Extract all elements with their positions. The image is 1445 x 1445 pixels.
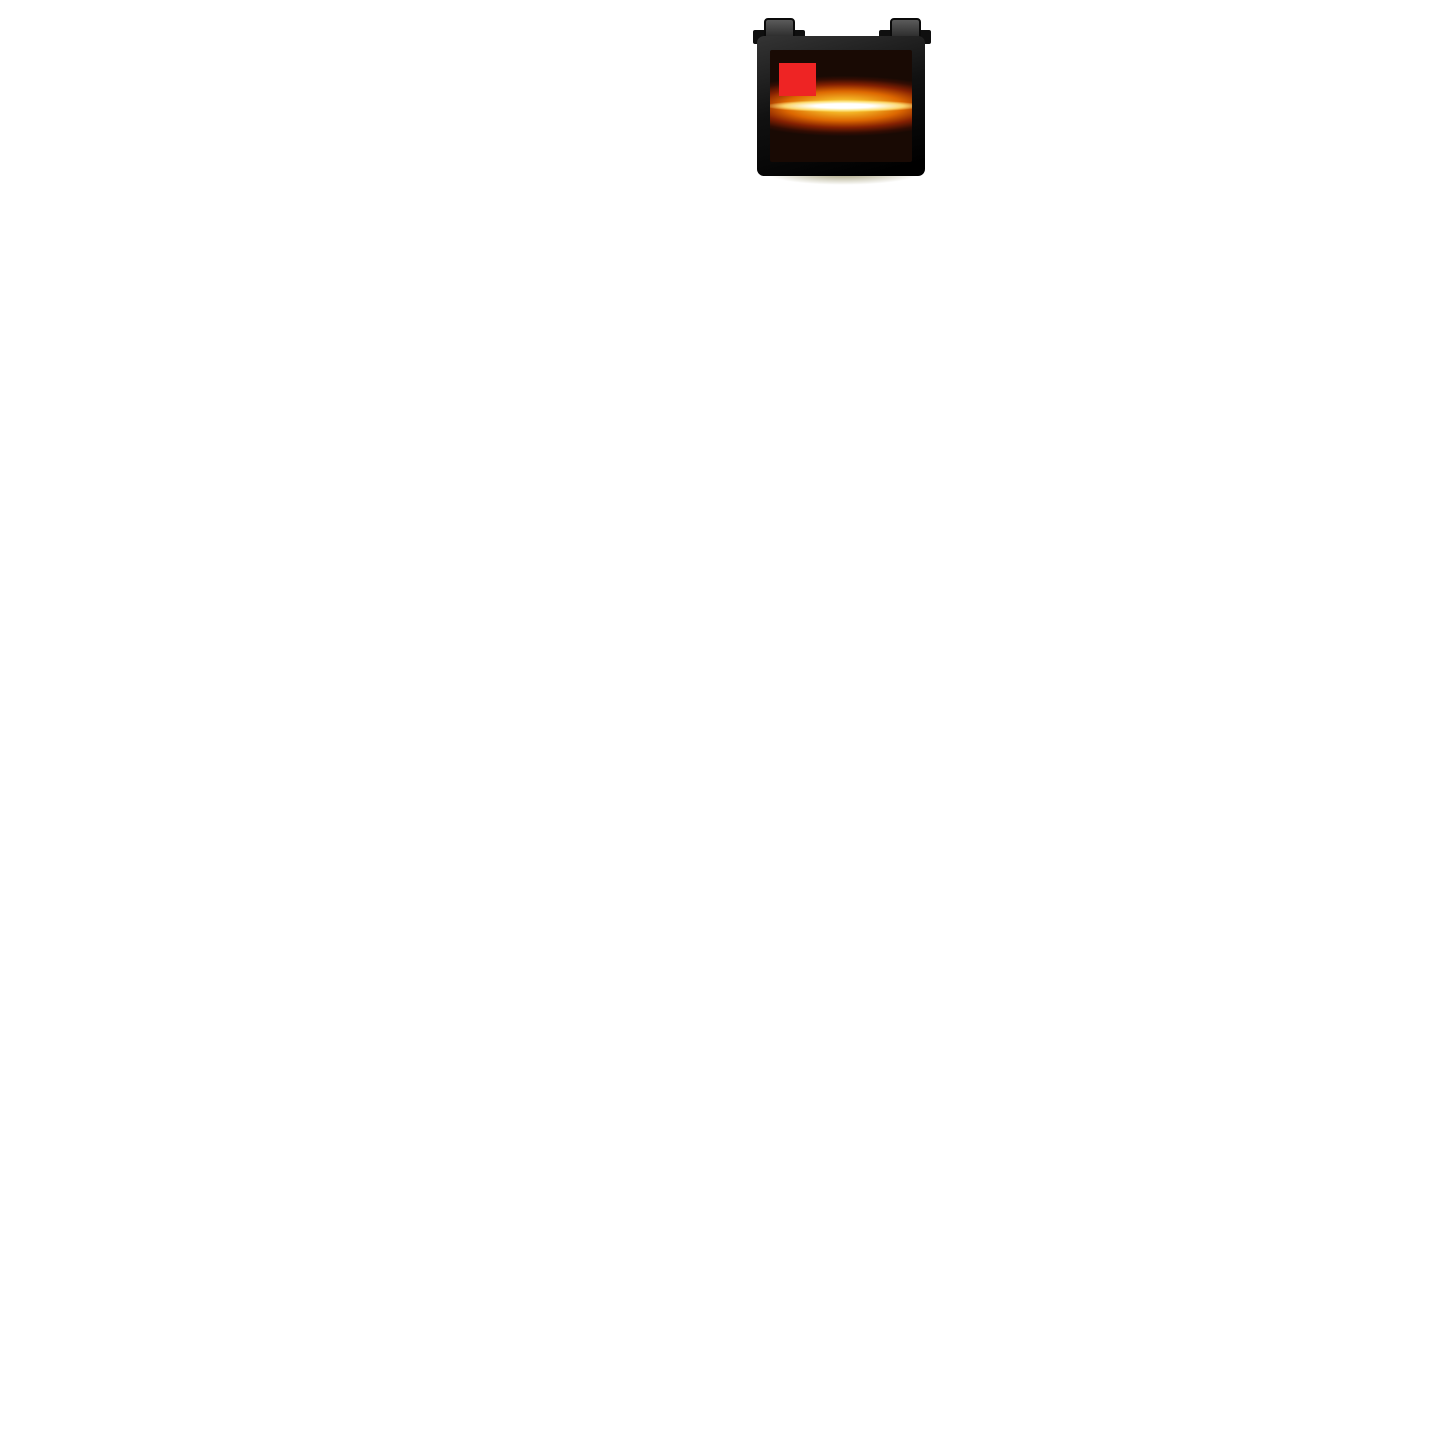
other-batteries-column [1030, 86, 1351, 1445]
brs-logo [779, 63, 816, 96]
brs-battery-column [678, 86, 1005, 1445]
question-mark-icon [1128, 0, 1252, 136]
brs-battery-image [745, 12, 940, 182]
battery-label [770, 50, 912, 162]
